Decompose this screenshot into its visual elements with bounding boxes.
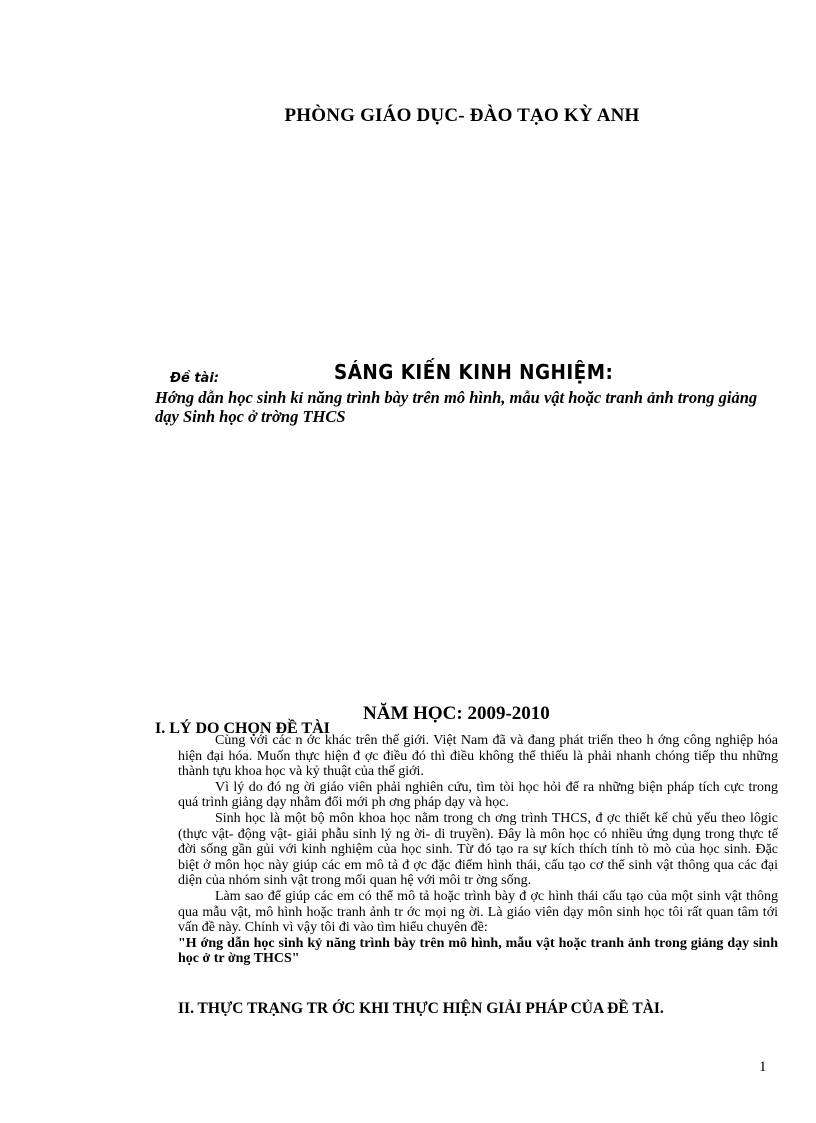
paragraph: Làm sao để giúp các em có thể mô tả hoặc trình bày đ ợc hình thái cấu tạo của một sinh vật thông qua mẫu vật, mô hình hoặc tranh ảnh tr ớc mọi ng ời. Là giáo viên dạy môn sinh học tôi rất quan tâm tới vấn đề này. Chính vì vậy tôi đi vào tìm hiểu chuyên đề: bbox=[178, 888, 778, 936]
section-1-body bbox=[178, 733, 778, 967]
topic-label: Đề tài: bbox=[170, 371, 219, 386]
page-number: 1 bbox=[759, 1059, 767, 1075]
paragraph: Vì lý do đó ng ời giáo viên phải nghiên cứu, tìm tòi học hỏi để ra những biện pháp tích cực trong quá trình giảng dạy nhằm đổi mới ph ơng pháp dạy và học. bbox=[178, 779, 778, 811]
paragraph: Sinh học là một bộ môn khoa học nằm trong ch ơng trình THCS, đ ợc thiết kế chủ yếu theo lôgic (thực vật- động vật- giải phẫu sinh lý ng ời- di truyền). Đây là môn học có nhiều ứng dụng trong thực tế đời sống gần gủi với kinh nghiệm của học sinh. Từ đó tạo ra sự kích thích tính tò mò của học sinh. Đặc biệt ở môn học này giúp các em mô tả đ ợc đặc điểm hình thái, cấu tạo cơ thể sinh vật thông qua các đại diện của nhóm sinh vật trong mối quan hệ với môi tr ờng sống. bbox=[178, 810, 778, 889]
topic-quote: "H ớng dẫn học sinh kỷ năng trình bày trên mô hình, mẫu vật hoặc tranh ảnh trong giảng dạy sinh học ở tr ờng THCS" bbox=[178, 935, 778, 967]
document-title: SÁNG KIẾN KINH NGHIỆM: bbox=[334, 360, 614, 384]
school-year: NĂM HỌC: 2009-2010 bbox=[363, 703, 550, 724]
section-heading-1: I. LÝ DO CHỌN ĐỀ TÀI bbox=[155, 720, 330, 737]
topic-title: Hớng dẫn học sinh kỉ năng trình bày trên mô hình, mẫu vật hoặc tranh ảnh trong giảng dạy Sinh học ở trờng THCS bbox=[155, 388, 758, 426]
department-heading: PHÒNG GIÁO DỤC- ĐÀO TẠO KỲ ANH bbox=[284, 105, 640, 126]
paragraph: Cùng với các n ớc khác trên thế giới. Việt Nam đã và đang phát triển theo h ớng công nghiệp hóa hiện đại hóa. Muốn thực hiện đ ợc điều đó thì điều không thể thiếu là phải nhanh chóng tiếp thu những thành tựu khoa học và kỷ thuật của thế giới. bbox=[178, 733, 778, 780]
section-heading-2: II. THỰC TRẠNG TR ỚC KHI THỰC HIỆN GIẢI PHÁP CỦA ĐỀ TÀI. bbox=[178, 1000, 664, 1017]
